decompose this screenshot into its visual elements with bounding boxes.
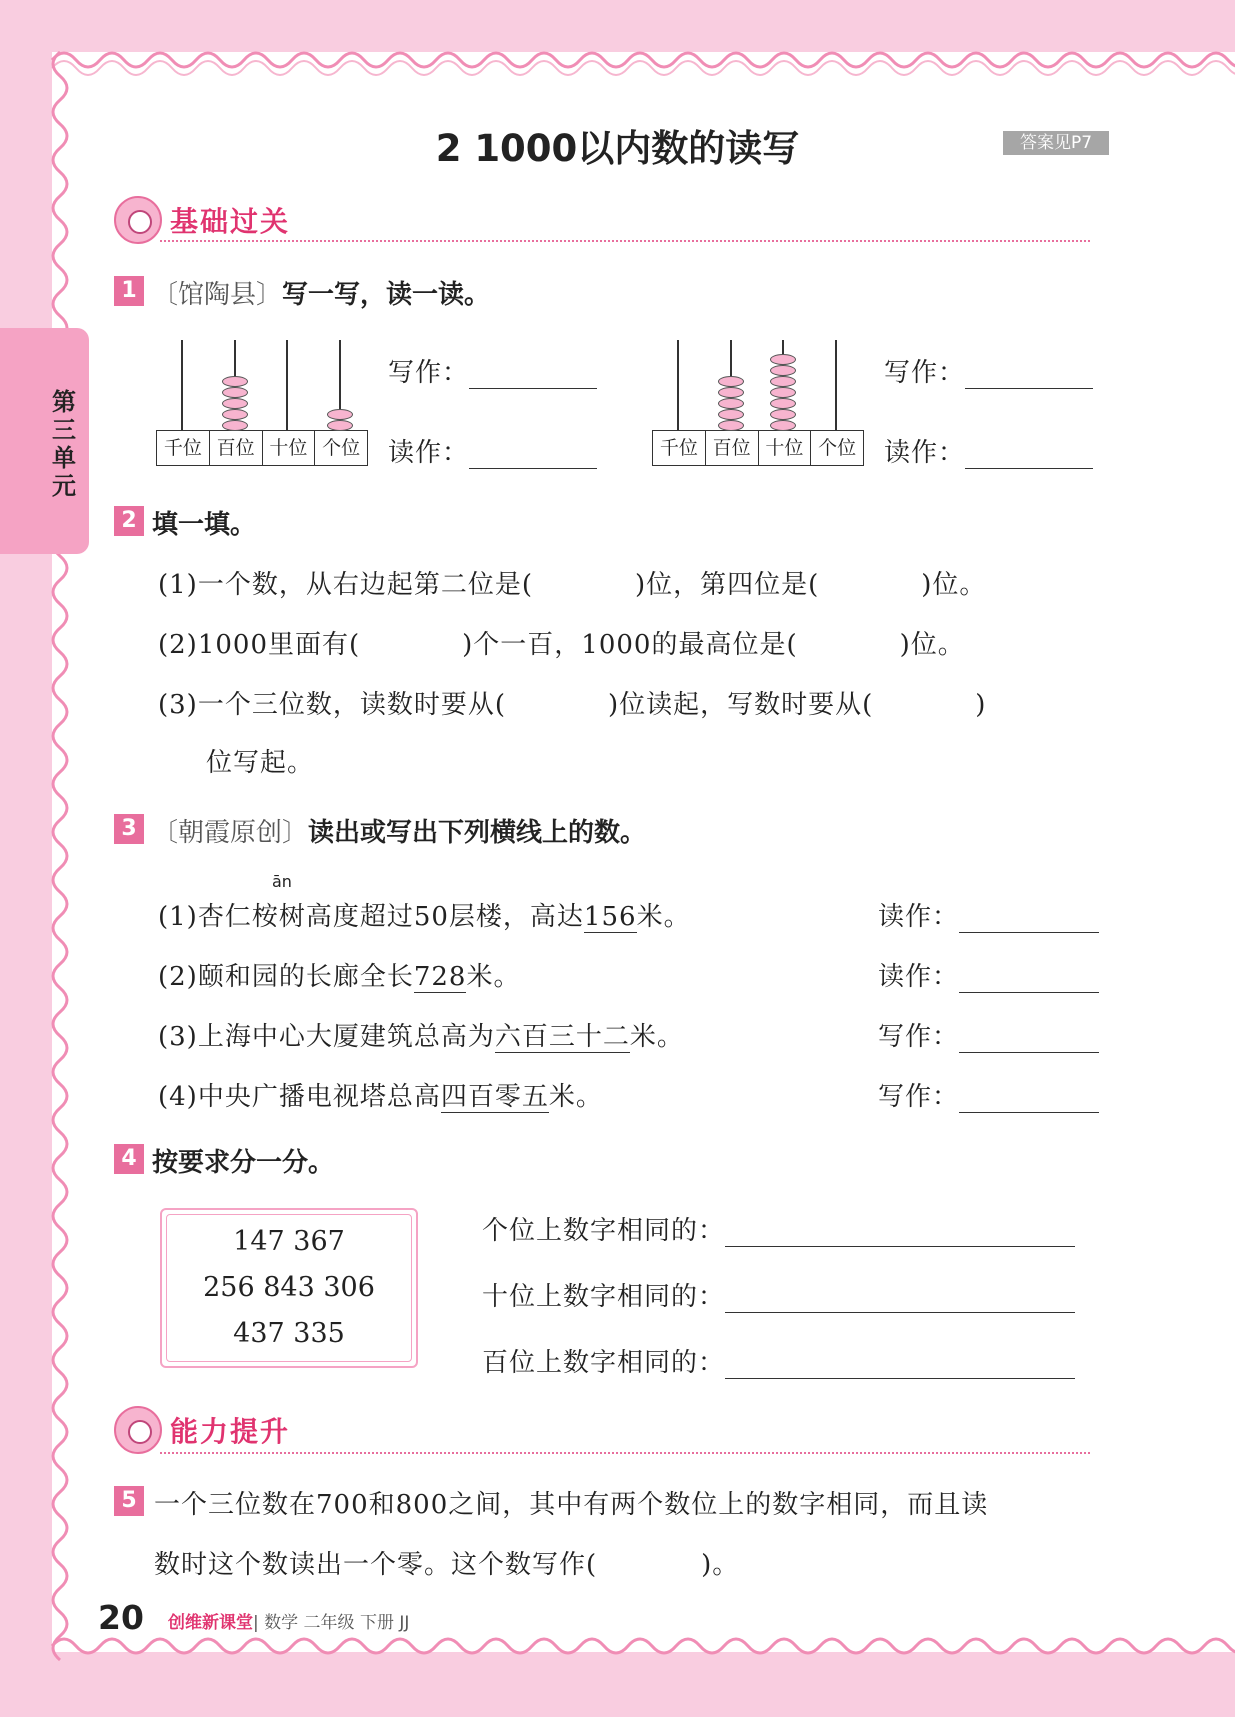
question-1-text [152, 274, 490, 311]
abacus-1-write: 写作： [388, 352, 597, 389]
place-label: 十位 [263, 431, 316, 465]
abacus-bead [718, 409, 744, 420]
mascot-icon [114, 1406, 162, 1454]
unit-tab-label: 第三单元 [52, 388, 76, 500]
place-label: 千位 [653, 431, 706, 465]
place-label: 百位 [210, 431, 263, 465]
number-row: 147 367 [233, 1226, 345, 1257]
q3-item-4-answer: 写作： [878, 1076, 1099, 1113]
abacus-bead [770, 387, 796, 398]
abacus-rod [286, 340, 288, 430]
abacus-rod [677, 340, 679, 430]
q2-item-2: (2)1000里面有( )个一百，1000的最高位是( )位。 [158, 630, 965, 660]
series-details: | 数学 二年级 下册 JJ [253, 1613, 410, 1633]
answer-blank[interactable] [725, 1220, 1075, 1247]
answer-blank[interactable] [959, 966, 1099, 993]
answer-blank[interactable] [965, 442, 1093, 469]
abacus-bead [770, 354, 796, 365]
place-label: 百位 [706, 431, 759, 465]
abacus-bead [718, 420, 744, 431]
answer-blank[interactable] [965, 362, 1093, 389]
place-label: 千位 [157, 431, 210, 465]
question-2-text [152, 504, 256, 541]
question-source-tag: 〔朝霞原创〕 [152, 818, 309, 848]
section-advanced-title: 能力提升 [170, 1415, 291, 1448]
section-basic-title: 基础过关 [170, 205, 291, 238]
question-number: 1 [114, 276, 144, 306]
question-number: 2 [114, 506, 144, 536]
section-divider [160, 240, 1090, 242]
q3-item-4: (4)中央广播电视塔总高四百零五米。 [158, 1082, 603, 1112]
section-basic-header [114, 196, 414, 242]
number-row: 437 335 [233, 1318, 345, 1349]
q5-line-1: 一个三位数在700和800之间，其中有两个数位上的数字相同，而且读 [154, 1490, 989, 1520]
abacus-bead [222, 420, 248, 431]
abacus-bead [770, 420, 796, 431]
marked-number: 六百三十二 [494, 1022, 630, 1052]
q2-item-3-continued: 位写起。 [206, 748, 315, 778]
abacus-bead [770, 398, 796, 409]
q3-item-1-answer: 读作： [878, 896, 1099, 933]
abacus-bead [718, 387, 744, 398]
abacus-bead [222, 376, 248, 387]
answer-blank[interactable] [959, 1026, 1099, 1053]
q3-item-3: (3)上海中心大厦建筑总高为六百三十二米。 [158, 1022, 684, 1052]
place-label: 个位 [818, 437, 857, 459]
abacus-2-write: 写作： [884, 352, 1093, 389]
answer-blank[interactable] [469, 442, 597, 469]
q3-item-2: (2)颐和园的长廊全长728米。 [158, 962, 521, 992]
series-brand: 创维新课堂 [168, 1613, 253, 1633]
page-title: 2 1000以内数的读写 [435, 127, 800, 170]
abacus-bead [718, 398, 744, 409]
question-prompt: 填一填。 [152, 510, 257, 540]
answer-blank[interactable] [725, 1286, 1075, 1313]
abacus-bead [718, 376, 744, 387]
place-label: 十位 [759, 431, 812, 465]
abacus-rod [835, 340, 837, 430]
abacus-1 [156, 340, 368, 470]
q4-tens-row: 十位上数字相同的： [482, 1276, 1075, 1313]
abacus-2-read: 读作： [884, 432, 1093, 469]
abacus-bead [222, 387, 248, 398]
abacus-bead [327, 420, 353, 431]
unit-side-tab [0, 328, 89, 554]
q2-item-1: (1)一个数，从右边起第二位是( )位，第四位是( )位。 [158, 570, 987, 600]
abacus-bead [222, 398, 248, 409]
abacus-bead [770, 365, 796, 376]
answer-reference: 答案见P7 [1003, 131, 1109, 155]
question-4-text [152, 1142, 334, 1179]
abacus-bead [770, 376, 796, 387]
question-number: 3 [114, 814, 144, 844]
number-row: 256 843 306 [203, 1272, 375, 1303]
q3-item-1: (1)杏仁桉树高度超过50层楼，高达156米。 [158, 902, 691, 932]
q4-hundreds-row: 百位上数字相同的： [482, 1342, 1075, 1379]
abacus-bead [327, 409, 353, 420]
number-box [160, 1208, 418, 1368]
question-number: 4 [114, 1144, 144, 1174]
answer-blank[interactable] [959, 1086, 1099, 1113]
answer-blank[interactable] [959, 906, 1099, 933]
question-prompt: 读出或写出下列横线上的数。 [308, 818, 647, 848]
abacus-bead [222, 409, 248, 420]
footer-series [168, 1608, 409, 1633]
answer-blank[interactable] [725, 1352, 1075, 1379]
page-number: 20 [98, 1598, 144, 1637]
abacus-rod [181, 340, 183, 430]
abacus-bead [770, 409, 796, 420]
question-3-text [152, 812, 646, 849]
mascot-icon [114, 196, 162, 244]
section-advanced-header [114, 1406, 414, 1452]
pinyin-annotation: ān [272, 872, 292, 891]
abacus-2 [652, 340, 864, 470]
question-prompt: 按要求分一分。 [152, 1148, 335, 1178]
section-divider [160, 1452, 1090, 1454]
marked-number: 728 [413, 962, 467, 992]
answer-blank[interactable] [469, 362, 597, 389]
q3-item-3-answer: 写作： [878, 1016, 1099, 1053]
q4-ones-row: 个位上数字相同的： [482, 1210, 1075, 1247]
marked-number: 156 [583, 902, 637, 932]
q5-line-2: 数时这个数读出一个零。这个数写作( )。 [154, 1550, 740, 1580]
question-prompt: 写一写，读一读。 [282, 280, 491, 310]
question-source-tag: 〔馆陶县〕 [152, 280, 283, 310]
place-label: 个位 [322, 437, 361, 459]
q2-item-3: (3)一个三位数，读数时要从( )位读起，写数时要从( ) [158, 690, 987, 720]
question-number: 5 [114, 1486, 144, 1516]
abacus-1-read: 读作： [388, 432, 597, 469]
marked-number: 四百零五 [440, 1082, 549, 1112]
q3-item-2-answer: 读作： [878, 956, 1099, 993]
